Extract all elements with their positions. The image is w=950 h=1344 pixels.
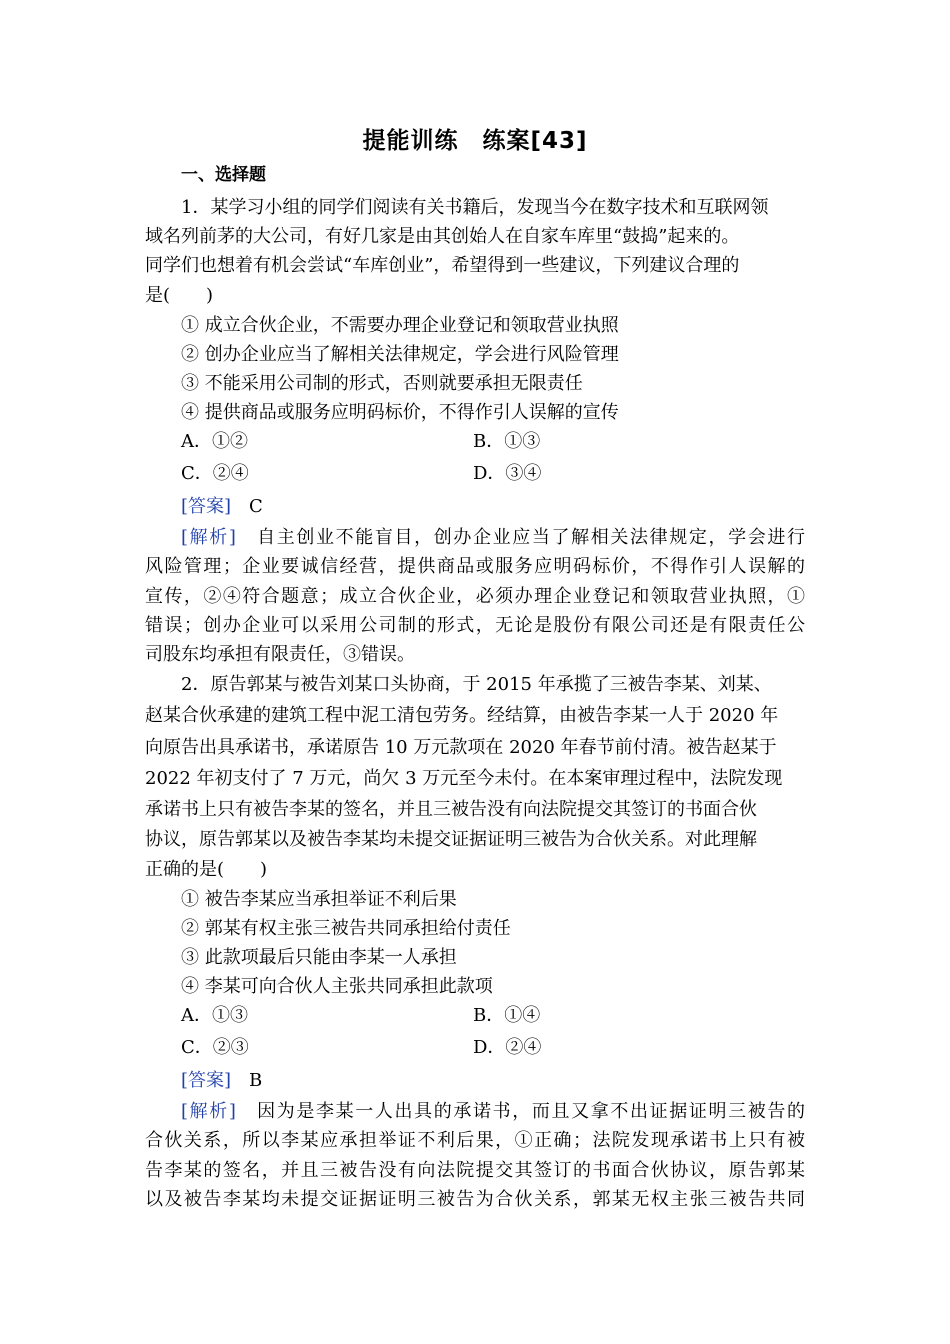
q1-stem-line-1: 1．某学习小组的同学们阅读有关书籍后，发现当今在数字技术和互联网领 [181, 197, 769, 218]
q2-item-3: ③ 此款项最后只能由李某一人承担 [181, 947, 457, 968]
q1-analysis-line-2: 风险管理；企业要诚信经营，提供商品或服务应明码标价，不得作引人误解的 [145, 556, 805, 577]
q2-stem-line-2: 赵某合伙承建的建筑工程中泥工清包劳务。经结算，由被告李某一人于 2020 年 [145, 705, 779, 726]
q2-stem-line-5: 承诺书上只有被告李某的签名，并且三被告没有向法院提交其签订的书面合伙 [145, 799, 757, 820]
q1-item-3: ③ 不能采用公司制的形式，否则就要承担无限责任 [181, 373, 583, 394]
q1-option-c: C．②④ [181, 463, 249, 484]
q1-answer-value: C [249, 496, 263, 517]
q2-analysis-text-1: 因为是李某一人出具的承诺书，而且又拿不出证据证明三被告的 [257, 1101, 806, 1122]
q2-item-1: ① 被告李某应当承担举证不利后果 [181, 889, 457, 910]
q1-item-4: ④ 提供商品或服务应明码标价，不得作引人误解的宣传 [181, 402, 619, 423]
q2-stem-line-7: 正确的是( ) [145, 859, 268, 880]
q2-stem-line-6: 协议，原告郭某以及被告李某均未提交证据证明三被告为合伙关系。对此理解 [145, 829, 757, 850]
q1-analysis-line-1 [181, 523, 805, 552]
q1-option-a: A．①② [181, 431, 248, 452]
q2-option-b: B．①④ [473, 1005, 541, 1026]
q1-analysis-line-5: 司股东均承担有限责任，③错误。 [145, 644, 415, 665]
q1-stem-line-3: 同学们也想着有机会尝试“车库创业”，希望得到一些建议，下列建议合理的 [145, 255, 740, 276]
q1-option-d: D．③④ [473, 463, 542, 484]
q1-stem-line-2: 域名列前茅的大公司，有好几家是由其创始人在自家车库里“鼓捣”起来的。 [145, 226, 740, 247]
q1-answer [181, 492, 841, 521]
page-title: 提能训练 练案[43] [362, 128, 588, 154]
q1-analysis-tag: [解析] [181, 527, 236, 548]
q2-analysis-line-1 [181, 1097, 805, 1126]
q1-analysis-text-1: 自主创业不能盲目，创办企业应当了解相关法律规定，学会进行 [257, 527, 806, 548]
section-heading: 一、选择题 [181, 165, 266, 185]
q2-option-a: A．①③ [181, 1005, 248, 1026]
q2-answer [181, 1066, 841, 1095]
q1-item-1: ① 成立合伙企业，不需要办理企业登记和领取营业执照 [181, 315, 619, 336]
q1-analysis-line-3: 宣传，②④符合题意；成立合伙企业，必须办理企业登记和领取营业执照，① [145, 586, 805, 607]
q1-stem-line-4: 是( ) [145, 285, 214, 306]
q2-analysis-line-2: 合伙关系，所以李某应承担举证不利后果，①正确；法院发现承诺书上只有被 [145, 1130, 805, 1151]
q2-analysis-line-3: 告李某的签名，并且三被告没有向法院提交其签订的书面合伙协议，原告郭某 [145, 1160, 805, 1181]
q2-stem-line-1: 2．原告郭某与被告刘某口头协商，于 2015 年承揽了三被告李某、刘某、 [181, 674, 772, 695]
q2-option-d: D．②④ [473, 1037, 542, 1058]
q2-answer-value: B [249, 1070, 263, 1091]
q2-analysis-tag: [解析] [181, 1101, 236, 1122]
q2-stem-line-3: 向原告出具承诺书，承诺原告 10 万元款项在 2020 年春节前付清。被告赵某于 [145, 737, 777, 758]
q2-analysis-line-4: 以及被告李某均未提交证据证明三被告为合伙关系，郭某无权主张三被告共同 [145, 1189, 805, 1210]
q2-option-c: C．②③ [181, 1037, 249, 1058]
q1-answer-tag: [答案] [181, 496, 232, 517]
q1-analysis-line-4: 错误；创办企业可以采用公司制的形式，无论是股份有限公司还是有限责任公 [145, 615, 805, 636]
q1-item-2: ② 创办企业应当了解相关法律规定，学会进行风险管理 [181, 344, 619, 365]
q2-item-2: ② 郭某有权主张三被告共同承担给付责任 [181, 918, 511, 939]
q2-answer-tag: [答案] [181, 1070, 232, 1091]
q2-item-4: ④ 李某可向合伙人主张共同承担此款项 [181, 976, 493, 997]
q2-stem-line-4: 2022 年初支付了 7 万元，尚欠 3 万元至今未付。在本案审理过程中，法院发现 [145, 768, 783, 789]
q1-option-b: B．①③ [473, 431, 541, 452]
